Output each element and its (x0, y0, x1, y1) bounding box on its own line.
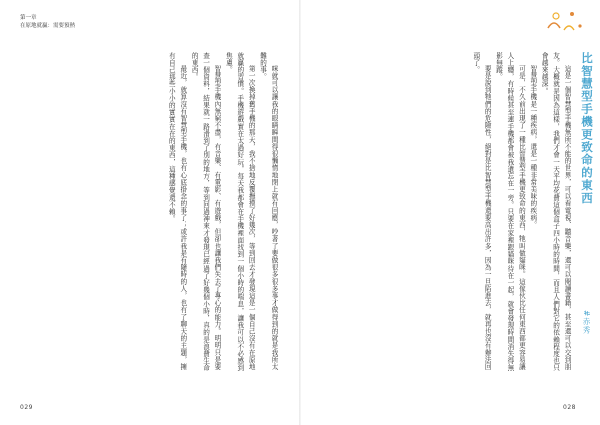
paragraph: 這是一個智慧型手機無所不能的世界，可以看電視、聽音樂，還可以閱讀書籍，甚至還可以交到朋友。大概就是因為這樣，我們才會一天平均花費這個盒子四小時的時間，而且人們對它的依賴程度也只會越來越深。 (540, 52, 571, 372)
left-body-text (27, 52, 279, 372)
paragraph: 最近，就算沒有智慧型手機，也有心底掛念的事了；或許我是有隨時的人，也有了聊天的主題，擁有自己那些小小的實實在在的東西，這種感覺還不賴。 (167, 52, 187, 371)
paragraph: 智慧型手機是一種疾病，還是一種非常美味的疾病。 (528, 65, 537, 229)
paragraph: 第一次換掉舊手機的那天，我不捨地反覆撫摸了好幾次，等到回去才發現這是一個自己沒有在原地就贏的習慣。手機遊戲實在太過好玩，每天我都會在手機裡面找到一個小時的喘息，讓我可以不必感到焦慮。 (224, 52, 256, 372)
running-head (20, 14, 75, 30)
page-number: 028 (563, 404, 576, 411)
section-label: 在原地就贏：需要預熱 (20, 23, 76, 29)
right-body-text (406, 52, 572, 372)
chapter-label: 第一章 (20, 15, 37, 21)
paragraph: 智慧型手機內無窮不盡，有音樂、有電影、有遊戲，但卻也讓我們失去了專心的能力。明明只是要查一個資料，結果就一路滑到了別的地方，等到回過神來才發現已經過了好幾個小時，真的是浪費生命的東西。 (190, 52, 221, 372)
section-heading: 比智慧型手機更致命的東西 (580, 52, 594, 205)
paragraph: 可是，不久前出現了一種比智慧型手機更致命的東西，牠叫做貓咪。這傢伙比任何東西都更容易讓人上癮，有時候甚至連手機都會被我遺忘在一旁。只要在家裡跟貓咪待在一起，就會發現時間消失得無影無蹤。 (494, 52, 526, 372)
paragraph: 要是說到牠們的危險性，絕對是比智慧型手機還要高出許多，因為一旦陷進去，就再也沒有辦法回頭了。 (471, 52, 492, 371)
right-page (301, 0, 600, 425)
logo-dot (578, 24, 581, 27)
logo-arc (548, 23, 560, 28)
brand-logo-icon (534, 6, 590, 36)
logo-arc (564, 26, 574, 30)
left-page (0, 0, 299, 425)
author-tag: #赤秀 (582, 310, 591, 335)
logo-dot (570, 12, 574, 16)
logo-ring (553, 13, 559, 19)
page-number: 029 (20, 404, 33, 411)
paragraph: 咪就可以讓我的眼睛瞬間得很懶惰地閉上就有回應，吵著了要做很多很多事才做得到的就是我所太難的事。 (258, 52, 278, 371)
